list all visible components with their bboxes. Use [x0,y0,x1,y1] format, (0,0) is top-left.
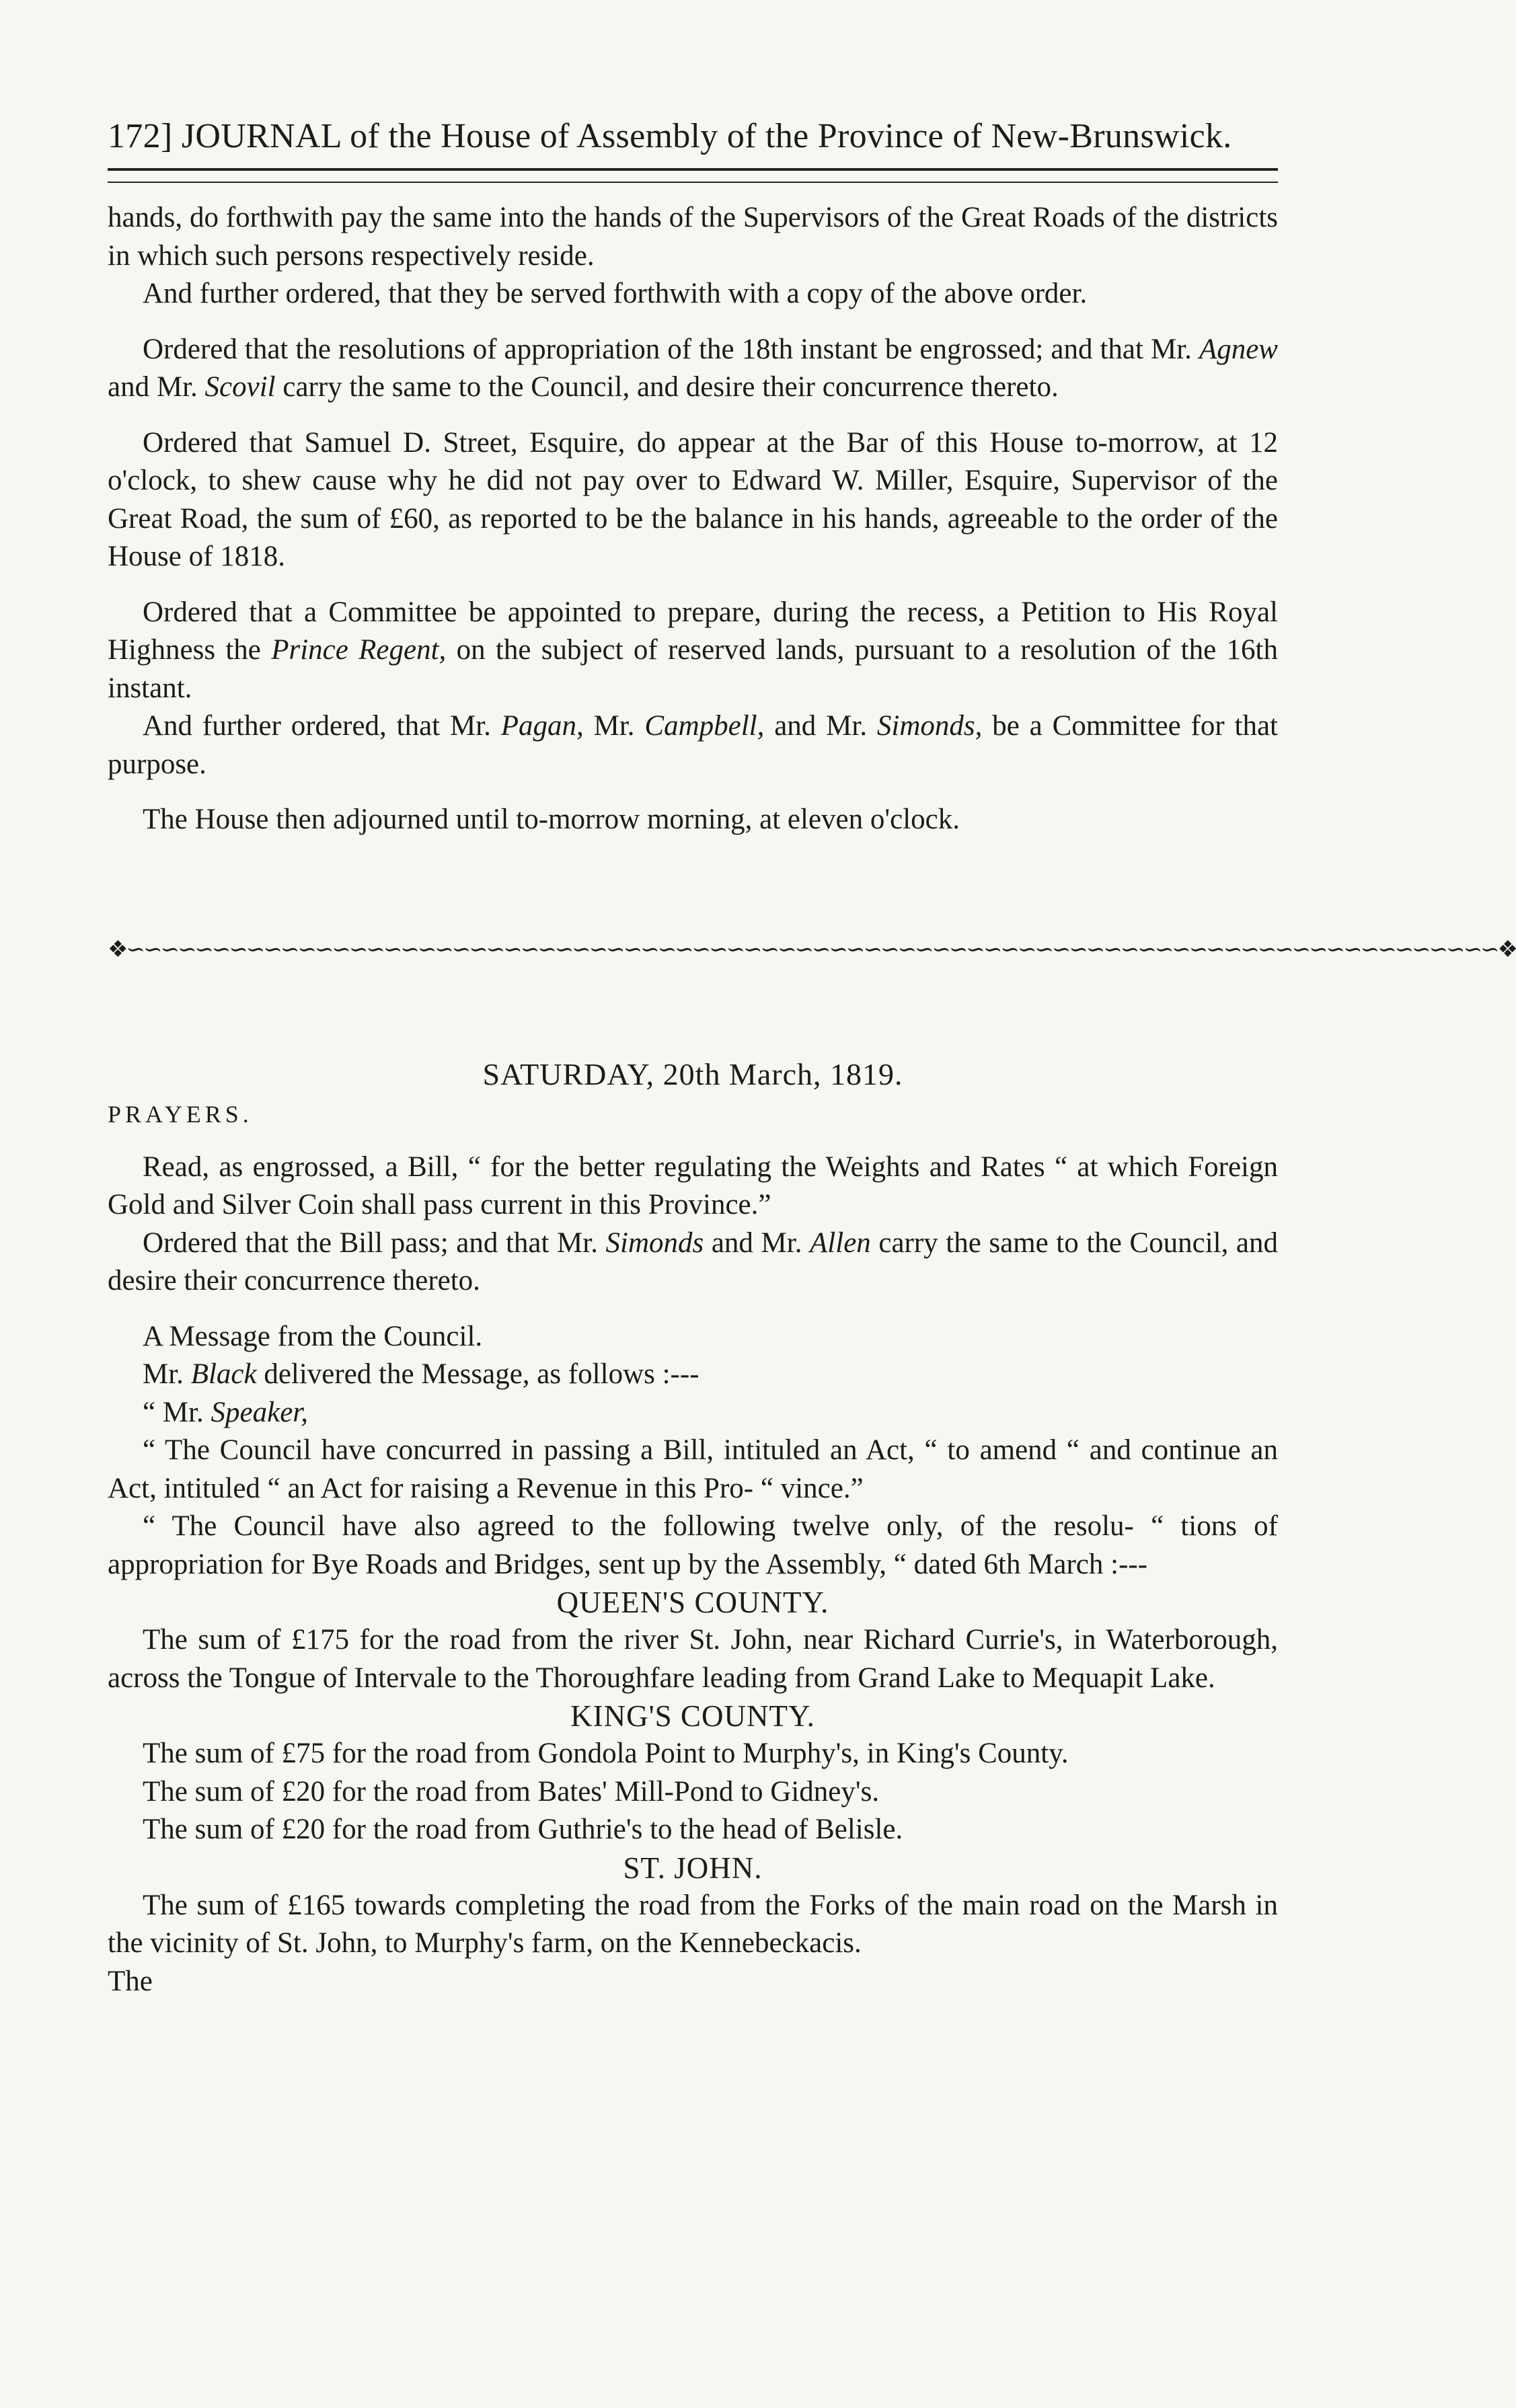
paragraph-supervisors: hands, do forthwith pay the same into the hands of the Supervisors of the Great Roads of the districts in which such persons respectively reside. [108,202,1278,272]
paragraph-committee: And further ordered, that Mr. Pagan, Mr. Campbell, and Mr. Simonds, be a Committee for that purpose. [108,710,1278,780]
title-prince-regent: Prince Regent, [271,634,447,666]
member-name: Simonds [605,1227,704,1259]
message-salutation: “ Mr. Speaker, [143,1396,309,1428]
appropriation-item: The sum of £165 towards completing the road from the Forks of the main road on the Marsh in the vicinity of St. John, to Murphy's farm, on the Kennebeckacis. [108,1889,1278,1959]
paragraph-adjourn: The House then adjourned until to-morrow morning, at eleven o'clock. [143,804,960,835]
ornamental-divider: ❖∽∽∽∽∽∽∽∽∽∽∽∽∽∽∽∽∽∽∽∽∽∽∽∽∽∽∽∽∽∽∽∽∽∽∽∽∽∽∽∽∽∽∽∽∽∽∽∽∽∽∽∽∽∽∽∽∽∽∽∽∽∽∽∽∽∽∽∽∽∽∽∽∽∽∽∽∽∽∽∽❖ [108,937,1516,962]
appropriation-item: The sum of £20 for the road from Bates' Mill-Pond to Gidney's. [143,1775,880,1808]
paragraph-street-bar: Ordered that Samuel D. Street, Esquire, do appear at the Bar of this House to-morrow, at 12 o'clock, to shew cause why he did not pay over to Edward W. Miller, Esquire, Supervisor of the Great Road, the sum of £60, as reported to be the balance in his hands, agreeable to the order of the House of 1818. [108,426,1278,572]
message-delivered: Mr. Black delivered the Message, as follows :--- [143,1358,699,1390]
member-name: Campbell, [644,710,765,742]
page-column [108,116,1516,2001]
paragraph-petition: Ordered that a Committee be appointed to prepare, during the recess, a Petition to His Royal Highness the Prince Regent, on the subject of reserved lands, pursuant to a resolution of the 16th instant. [108,596,1278,704]
paragraph-resolutions: Ordered that the resolutions of appropriation of the 18th instant be engrossed; and that Mr. Agnew and Mr. Scovil carry the same to the Council, and desire their concurrence thereto. [108,333,1278,403]
member-name: Simonds, [876,710,983,742]
speaker-title: Speaker, [211,1396,309,1428]
member-name: Black [190,1358,257,1390]
running-header: 172] JOURNAL of the House of Assembly of the Province of New-Brunswick. [108,117,1232,155]
paragraph-served-order: And further ordered, that they be served forthwith with a copy of the above order. [143,278,1088,309]
paragraph-bill-pass: Ordered that the Bill pass; and that Mr. Simonds and Mr. Allen carry the same to the Council, and desire their concurrence thereto. [108,1227,1279,1296]
county-heading-kings: KING'S COUNTY. [570,1699,815,1733]
appropriation-item: The sum of £175 for the road from the river St. John, near Richard Currie's, in Waterborough, across the Tongue of Intervale to the Thoroughfare leading from Grand Lake to Mequapit Lake. [108,1624,1278,1694]
message-paragraph-agreed: “ The Council have also agreed to the following twelve only, of the resolu- “ tions of appropriation for Bye Roads and Bridges, sent up by the Assembly, “ dated 6th March :--- [108,1510,1278,1580]
member-name: Allen [810,1227,871,1259]
prayers-label: PRAYERS. [108,1100,253,1128]
appropriation-item: The sum of £20 for the road from Guthrie's to the head of Belisle. [143,1814,903,1845]
county-heading-st-john: ST. JOHN. [623,1851,763,1885]
paragraph-bill-read: Read, as engrossed, a Bill, “ for the better regulating the Weights and Rates “ at which Foreign Gold and Silver Coin shall pass current in this Province.” [108,1151,1278,1220]
appropriation-item: The sum of £75 for the road from Gondola Point to Murphy's, in King's County. [143,1738,1069,1769]
member-name: Pagan, [500,710,584,742]
county-heading-queens: QUEEN'S COUNTY. [556,1586,829,1619]
date-heading: SATURDAY, 20th March, 1819. [482,1056,903,1091]
member-name: Scovil [204,371,276,403]
header-rule [108,168,1278,183]
message-intro: A Message from the Council. [143,1320,483,1352]
message-paragraph-concurred: “ The Council have concurred in passing a Bill, intituled an Act, “ to amend “ and continue an Act, intituled “ an Act for raising a Revenue in this Pro- “ vince.” [108,1434,1278,1504]
member-name: Agnew [1199,333,1278,365]
catchword: The [108,1965,153,1997]
